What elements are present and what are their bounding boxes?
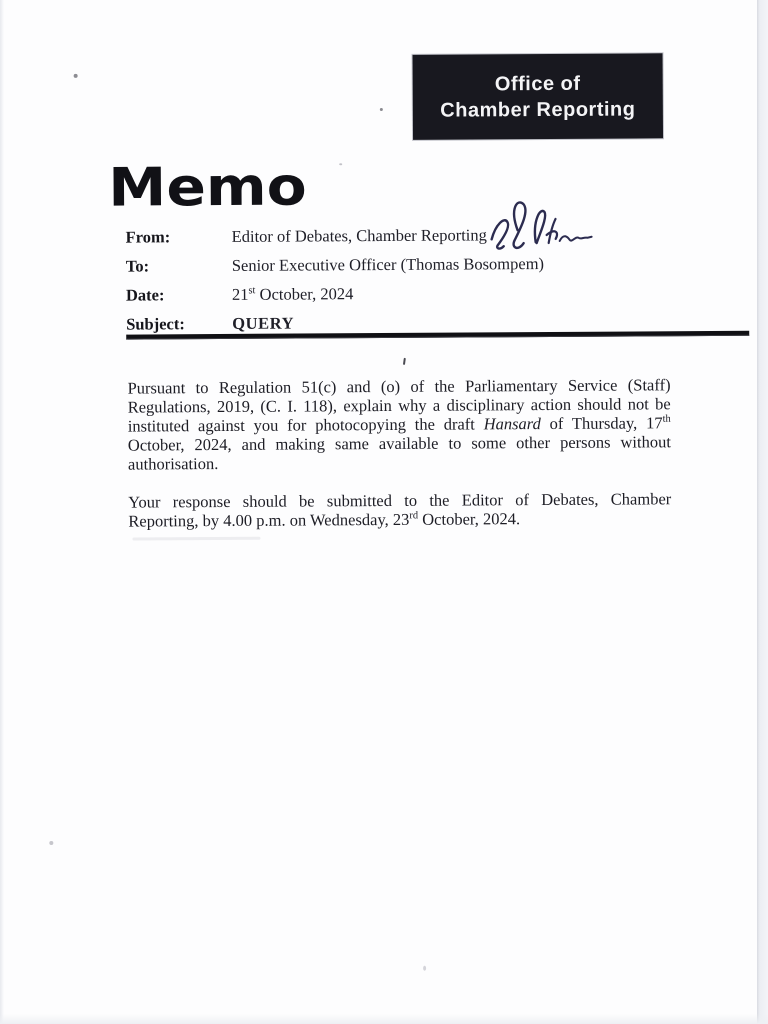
text-line bbox=[128, 508, 671, 530]
field-value-from: Editor of Debates, Chamber Reporting bbox=[231, 225, 487, 246]
scan-speck bbox=[339, 163, 342, 165]
page-edge-bottom bbox=[0, 1014, 768, 1024]
memo-title: Memo bbox=[108, 156, 307, 219]
text-segment: authorisation. bbox=[127, 454, 219, 474]
text-line bbox=[128, 451, 671, 473]
text-segment: Regulations, 2019, (C. I. 118), explain why a disciplinary action should not be bbox=[127, 394, 671, 417]
field-label-from: From: bbox=[125, 227, 171, 247]
letterhead-box bbox=[413, 53, 664, 140]
date-ordinal: st bbox=[248, 285, 256, 297]
scan-smudge bbox=[132, 537, 260, 541]
text-line bbox=[128, 489, 671, 511]
text-line bbox=[128, 432, 671, 454]
page-edge-left bbox=[0, 0, 4, 1024]
scan-speck bbox=[403, 358, 406, 365]
field-value-date bbox=[232, 284, 353, 305]
letterhead-line-1: Office of bbox=[494, 72, 581, 95]
field-label-to: To: bbox=[125, 256, 150, 276]
text-segment: Reporting, by 4.00 p.m. on Wednesday, 23 bbox=[128, 509, 410, 531]
text-segment: October, 2024, and making same available to some other persons without bbox=[127, 432, 671, 455]
field-value-subject: QUERY bbox=[232, 313, 295, 333]
text-segment: Your response should be submitted to the Editor of Debates, Chamber bbox=[128, 489, 672, 512]
text-segment: of Thursday, 17 bbox=[540, 413, 663, 434]
letterhead-line-2: Chamber Reporting bbox=[440, 97, 636, 122]
text-segment: October, 2024. bbox=[418, 509, 521, 529]
text-segment: instituted against you for photocopying the draft bbox=[127, 414, 484, 436]
body-paragraph-2 bbox=[128, 489, 671, 530]
page-edge-right bbox=[757, 0, 768, 1024]
date-rest: October, 2024 bbox=[255, 284, 354, 304]
field-label-date: Date: bbox=[125, 285, 165, 305]
body-paragraph-1 bbox=[127, 375, 671, 473]
field-row-date bbox=[126, 282, 686, 314]
text-segment-italic: Hansard bbox=[483, 414, 541, 434]
field-row-to bbox=[126, 253, 686, 285]
field-value-to: Senior Executive Officer (Thomas Bosompem) bbox=[231, 254, 545, 275]
text-segment: Pursuant to Regulation 51(c) and (o) of the Parliamentary Service (Staff) bbox=[127, 375, 671, 398]
scan-speck bbox=[74, 74, 78, 78]
scan-speck bbox=[380, 108, 383, 111]
date-day: 21 bbox=[231, 284, 249, 304]
ordinal-superscript: th bbox=[662, 413, 671, 425]
field-label-subject: Subject: bbox=[126, 314, 185, 334]
scan-speck bbox=[423, 966, 426, 971]
signature-mark bbox=[482, 195, 594, 258]
memo-header-fields bbox=[126, 224, 687, 343]
ordinal-superscript: rd bbox=[409, 510, 419, 522]
scan-speck bbox=[49, 841, 53, 845]
field-row-from bbox=[126, 224, 686, 256]
